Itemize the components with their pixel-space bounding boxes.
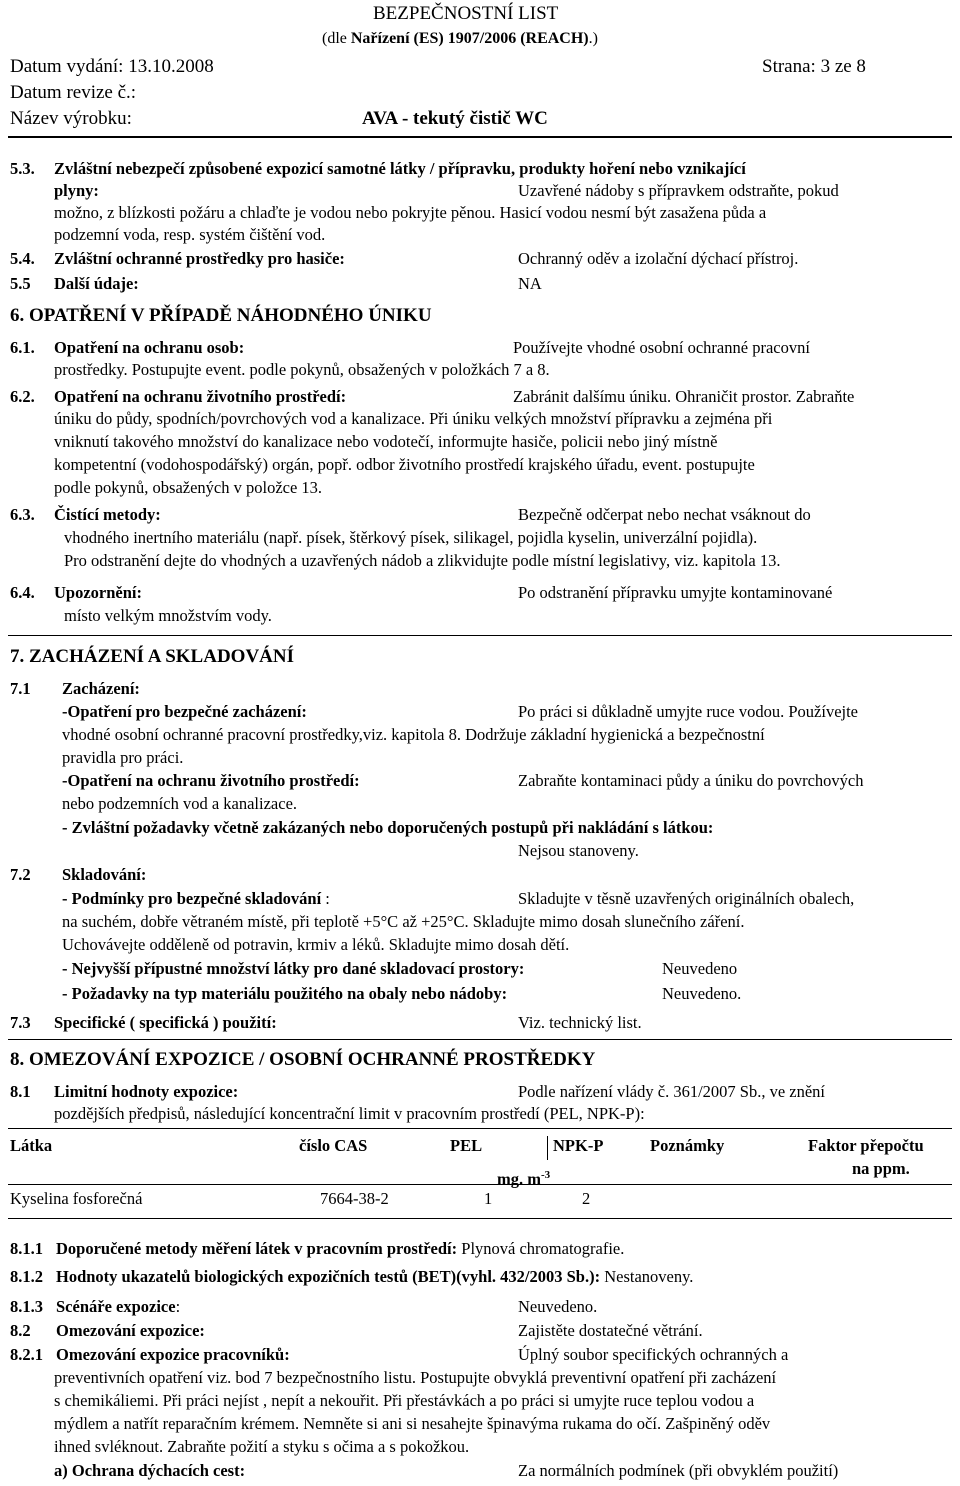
- section-6-4-title: Upozornění:: [54, 583, 142, 602]
- section-7-3-number: 7.3: [10, 1013, 31, 1032]
- section-5-4-number: 5.4.: [10, 249, 35, 268]
- section-6-3-number: 6.3.: [10, 505, 35, 524]
- section-5-4-text: Ochranný oděv a izolační dýchací přístroj.: [518, 249, 799, 268]
- section-7-1-title: Zacházení:: [62, 679, 140, 698]
- section-7-1-text: Nejsou stanoveny.: [518, 841, 639, 860]
- section-7-1-environment-label: -Opatření na ochranu životního prostředí:: [62, 771, 360, 790]
- section-8-2-title: Omezování expozice:: [56, 1321, 205, 1340]
- section-6-2-number: 6.2.: [10, 387, 35, 406]
- section-6-3-text: vhodného inertního materiálu (např. písek, štěrkový písek, silikagel, pojidla kyselin, univerzální pojidla).: [64, 528, 758, 547]
- product-label: Název výrobku:: [10, 108, 132, 129]
- section-8-2-1-text: s chemikáliemi. Při práci nejíst , nepít a nekouřit. Při přestávkách a po práci si umyjte ruce teplou vodou a: [54, 1391, 755, 1410]
- section-6-2-text: podle pokynů, obsažených v položce 13.: [54, 478, 323, 497]
- section-7-1-text: Zabraňte kontaminaci půdy a úniku do povrchových: [518, 771, 864, 790]
- section-7-1-text: Po práci si důkladně umyjte ruce vodou. Používejte: [518, 702, 859, 721]
- table-cell-npk: 2: [582, 1189, 591, 1208]
- section-8-2-text: Zajistěte dostatečné větrání.: [518, 1321, 703, 1340]
- section-7-2-text: na suchém, dobře větraném místě, při teplotě +5°C až +25°C. Skladujte mimo dosah slunečního záření.: [62, 912, 745, 931]
- table-header-cas: číslo CAS: [299, 1136, 368, 1155]
- section-7-2-text: Neuvedeno.: [662, 984, 742, 1003]
- section-5-5-title: Další údaje:: [54, 274, 139, 293]
- section-7-2-title: Skladování:: [62, 865, 147, 884]
- section-6-3-title: Čistící metody:: [54, 505, 161, 524]
- section-5-3-title: Zvláštní nebezpečí způsobené expozicí samotné látky / přípravku, produkty hoření nebo vznikající: [54, 159, 746, 178]
- section-6-1-text: Používejte vhodné osobní ochranné pracovní: [513, 338, 810, 357]
- section-7-1-text: vhodné osobní ochranné pracovní prostředky,viz. kapitola 8. Dodržuje základní hygienická a bezpečnostní: [62, 725, 765, 744]
- section-6-4-text: Po odstranění přípravku umyjte kontaminované: [518, 583, 833, 602]
- section-7-2-text: Uchovávejte odděleně od potravin, krmiv a léků. Skladujte mimo dosah dětí.: [62, 935, 570, 954]
- section-5-5-text: NA: [518, 274, 542, 293]
- section-6-4-number: 6.4.: [10, 583, 35, 602]
- section-5-3-number: 5.3.: [10, 159, 35, 178]
- table-row-border: [8, 1184, 952, 1185]
- section-8-1-1-number: 8.1.1: [10, 1239, 43, 1258]
- section-8-1-1-line: Doporučené metody měření látek v pracovním prostředí: Plynová chromatografie.: [56, 1239, 625, 1258]
- header-divider: [8, 136, 952, 138]
- section-8-1-text: pozdějších předpisů, následující koncentrační limit v pracovním prostředí (PEL, NPK-P):: [54, 1104, 645, 1123]
- section-6-2-text: úniku do půdy, spodních/povrchových vod a kanalizace. Při úniku velkých množství přípravku a zejména při: [54, 409, 773, 428]
- section-8-1-text: Podle nařízení vlády č. 361/2007 Sb., ve znění: [518, 1082, 826, 1101]
- table-header-pel: PEL: [450, 1136, 483, 1155]
- section-6-2-text: kompetentní (vodohospodářský) orgán, popř. odbor životního prostředí krajského úřadu, event. postupujte: [54, 455, 755, 474]
- section-7-heading: 7. ZACHÁZENÍ A SKLADOVÁNÍ: [10, 646, 294, 667]
- section-8-2-1-text: preventivních opatření viz. bod 7 bezpečnostního listu. Postupujte obvyklá preventivní opatření při zacházení: [54, 1368, 777, 1387]
- section-6-2-title: Opatření na ochranu životního prostředí:: [54, 387, 347, 406]
- section-7-1-text: nebo podzemních vod a kanalizace.: [62, 794, 298, 813]
- section-8-1-3-title: Scénáře expozice:: [56, 1297, 181, 1316]
- section-5-3-title-cont: plyny:: [54, 181, 99, 200]
- table-cell-substance: Kyselina fosforečná: [10, 1189, 143, 1208]
- respiratory-protection-text: Za normálních podmínek (při obvyklém použití): [518, 1461, 839, 1480]
- section-7-3-text: Viz. technický list.: [518, 1013, 642, 1032]
- table-cell-pel: 1: [484, 1189, 493, 1208]
- section-8-2-1-text: Úplný soubor specifických ochranných a: [518, 1345, 789, 1364]
- section-7-3-title: Specifické ( specifická ) použití:: [54, 1013, 277, 1032]
- table-header-unit: mg. $m^{-3}$: [497, 1169, 551, 1189]
- section-6-2-text: vniknutí takového množství do kanalizace nebo vodotečí, informujte hasiče, policii nebo jiný místně: [54, 432, 718, 451]
- table-header-notes: Poznámky: [650, 1136, 725, 1155]
- document-title: BEZPEČNOSTNÍ LIST: [373, 3, 559, 24]
- section-6-1-title: Opatření na ochranu osob:: [54, 338, 245, 357]
- section-7-2-packaging-label: - Požadavky na typ materiálu použitého na obaly nebo nádoby:: [62, 984, 508, 1003]
- section-8-2-1-number: 8.2.1: [10, 1345, 43, 1364]
- table-top-border: [8, 1128, 952, 1129]
- table-header-npk: NPK-P: [553, 1136, 604, 1155]
- section-8-2-number: 8.2: [10, 1321, 31, 1340]
- section-8-1-title: Limitní hodnoty expozice:: [54, 1082, 239, 1101]
- product-name: AVA - tekutý čistič WC: [362, 108, 548, 129]
- section-7-2-number: 7.2: [10, 865, 31, 884]
- section-6-3-text: Bezpečně odčerpat nebo nechat vsáknout do: [518, 505, 811, 524]
- table-header-factor: Faktor přepočtu: [808, 1136, 924, 1155]
- section-7-2-max-quantity-label: - Nejvyšší přípustné množství látky pro dané skladovací prostory:: [62, 959, 525, 978]
- section-8-2-1-text: mýdlem a natřít reparačním krémem. Nemněte si ani si nesahejte špinavýma rukama do očí. Zašpiněný oděv: [54, 1414, 771, 1433]
- section-7-2-storage-label: - Podmínky pro bezpečné skladování :: [62, 889, 330, 908]
- section-7-1-special-requirements-label: - Zvláštní požadavky včetně zakázaných nebo doporučených postupů při nakládání s látkou:: [62, 818, 714, 837]
- section-divider: [8, 1039, 952, 1040]
- document-subtitle: (dle Nařízení (ES) 1907/2006 (REACH).): [322, 30, 598, 47]
- section-divider: [8, 635, 952, 636]
- table-bottom-border: [8, 1218, 952, 1219]
- page-number: Strana: 3 ze 8: [762, 56, 866, 77]
- section-8-heading: 8. OMEZOVÁNÍ EXPOZICE / OSOBNÍ OCHRANNÉ PROSTŘEDKY: [10, 1049, 596, 1070]
- table-header-factor: na ppm.: [852, 1159, 910, 1178]
- section-7-2-text: Neuvedeno: [662, 959, 738, 978]
- section-6-1-number: 6.1.: [10, 338, 35, 357]
- section-7-1-safe-handling-label: -Opatření pro bezpečné zacházení:: [62, 702, 307, 721]
- section-5-3-text: možno, z blízkosti požáru a chlaďte je vodou nebo pokryjte pěnou. Hasicí vodou nesmí být zasažena půda a: [54, 203, 767, 222]
- section-7-1-number: 7.1: [10, 679, 31, 698]
- section-5-4-title: Zvláštní ochranné prostředky pro hasiče:: [54, 249, 345, 268]
- section-8-2-1-title: Omezování expozice pracovníků:: [56, 1345, 290, 1364]
- section-8-1-2-line: Hodnoty ukazatelů biologických expozičních testů (BET)(vyhl. 432/2003 Sb.): Nestanoveny.: [56, 1267, 694, 1286]
- section-8-1-3-number: 8.1.3: [10, 1297, 43, 1316]
- section-5-3-text: podzemní voda, resp. systém čištění vod.: [54, 225, 326, 244]
- section-8-2-1-text: ihned svléknout. Zabraňte požití a styku s očima a s pokožkou.: [54, 1437, 470, 1456]
- table-header-substance: Látka: [10, 1136, 53, 1155]
- section-8-1-3-text: Neuvedeno.: [518, 1297, 598, 1316]
- section-8-1-number: 8.1: [10, 1082, 31, 1101]
- section-7-1-text: pravidla pro práci.: [62, 748, 184, 767]
- section-8-1-2-number: 8.1.2: [10, 1267, 43, 1286]
- table-header-separator: [547, 1136, 548, 1160]
- section-6-heading: 6. OPATŘENÍ V PŘÍPADĚ NÁHODNÉHO ÚNIKU: [10, 305, 432, 326]
- revision-date: Datum revize č.:: [10, 82, 137, 103]
- respiratory-protection-label: a) Ochrana dýchacích cest:: [54, 1461, 246, 1480]
- section-7-2-text: Skladujte v těsně uzavřených originálních obalech,: [518, 889, 855, 908]
- section-5-5-number: 5.5: [10, 274, 31, 293]
- section-6-1-text: prostředky. Postupujte event. podle pokynů, obsažených v položkách 7 a 8.: [54, 360, 550, 379]
- table-cell-cas: 7664-38-2: [320, 1189, 389, 1208]
- section-5-3-text: Uzavřené nádoby s přípravkem odstraňte, pokud: [518, 181, 839, 200]
- section-6-3-text: Pro odstranění dejte do vhodných a uzavřených nádob a zlikvidujte podle místní legislativy, viz. kapitola 13.: [64, 551, 781, 570]
- section-6-2-text: Zabránit dalšímu úniku. Ohraničit prostor. Zabraňte: [513, 387, 855, 406]
- section-6-4-text: místo velkým množstvím vody.: [64, 606, 272, 625]
- issue-date: Datum vydání: 13.10.2008: [10, 56, 214, 77]
